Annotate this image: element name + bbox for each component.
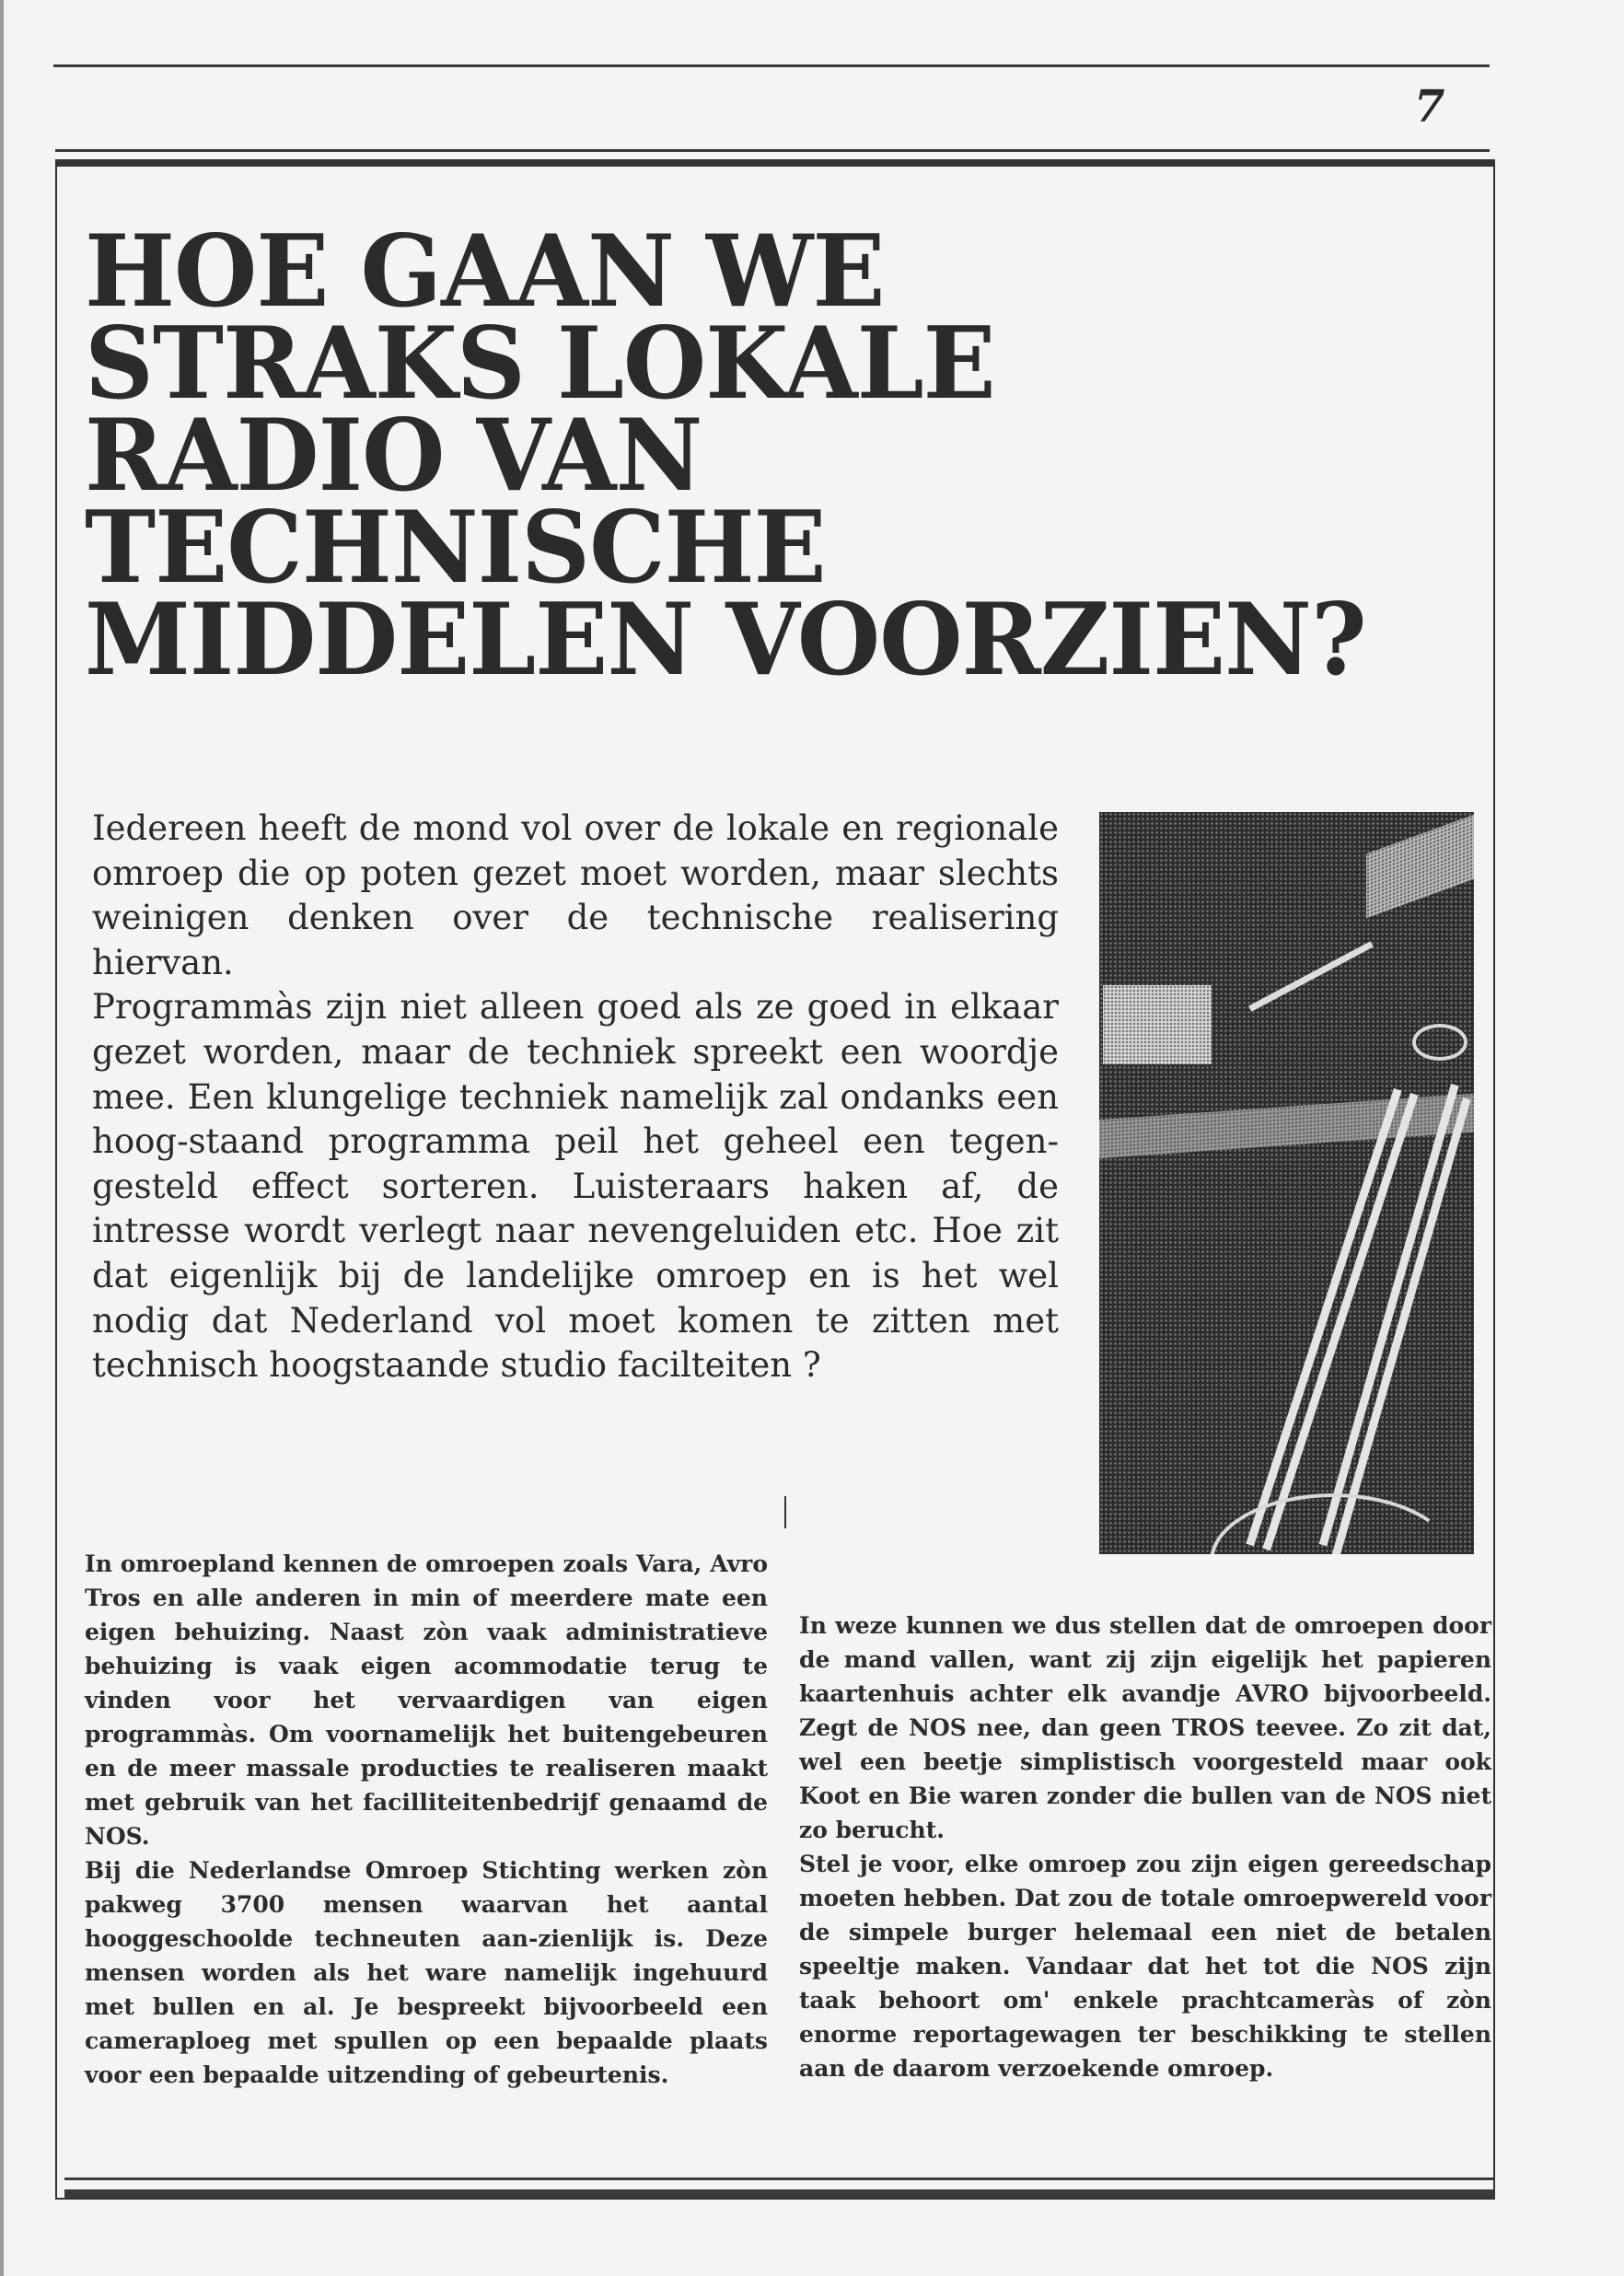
monitor-screen xyxy=(1103,985,1212,1064)
intro-paragraph: Programmàs zijn niet alleen goed als ze goed in elkaar gezet worden, maar de techniek spreekt een woordje mee. Een klungelige techniek namelijk zal ondanks een hoog-staand programma peil het geheel een tegen-gesteld effect sorteren. Luisteraars haken af, de intresse wordt verlegt naar nevengeluiden etc. Hoe zit dat eigenlijk bij de landelijke omroep en is het wel nodig dat Nederland vol moet komen te zitten met technisch hoogstaande studio facilteiten ? xyxy=(92,987,1059,1386)
headline-line: RADIO VAN xyxy=(85,398,702,514)
header-rule-bottom xyxy=(55,149,1490,152)
body-paragraph: In omroepland kennen de omroepen zoals Vara, Avro Tros en alle anderen in min of meerdere mate een eigen behuizing. Naast zòn vaak administratieve behuizing is vaak eigen acommodatie terug te vinden voor het vervaardigen van eigen programmàs. Om voornamelijk het buitengebeuren en de meer massale producties te realiseren maakt met gebruik van het facilliteitenbedrijf genaamd de NOS. xyxy=(85,1550,768,1850)
tripod-leg xyxy=(1246,1088,1401,1546)
headline-line: MIDDELEN VOORZIEN? xyxy=(85,582,1366,698)
photo-highlight xyxy=(1366,812,1474,918)
studio-camera-photo xyxy=(1099,812,1474,1554)
body-column-right xyxy=(799,1608,1491,2085)
body-paragraph: In weze kunnen we dus stellen dat de omroepen door de mand vallen, want zij zijn eigelijk het papieren kaartenhuis achter elk avandje AVRO bijvoorbeeld. Zegt de NOS nee, dan geen TROS teevee. Zo zit dat, wel een beetje simplistisch voorgesteld maar ook Koot en Bie waren zonder die bullen van de NOS niet zo berucht. xyxy=(799,1612,1491,1843)
article-headline xyxy=(85,214,1445,698)
body-column-left xyxy=(85,1547,768,2092)
tripod-leg xyxy=(1331,1097,1471,1554)
desk-surface xyxy=(1099,1094,1474,1158)
cable-arc xyxy=(1210,1493,1456,1554)
footer-rule-thick xyxy=(64,2189,1493,2198)
column-divider xyxy=(784,1496,786,1528)
page-binding-edge xyxy=(0,0,4,2276)
body-paragraph: Bij die Nederlandse Omroep Stichting werken zòn pakweg 3700 mensen waarvan het aantal hooggeschoolde techneuten aan-zienlijk is. Deze mensen worden als het ware namelijk ingehuurd met bullen en al. Je bespreekt bijvoorbeeld een cameraploeg met spullen op een bepaalde plaats voor een bepaalde uitzending of gebeurtenis. xyxy=(85,1857,768,2088)
camera-pan-arm xyxy=(1248,941,1374,1012)
intro-paragraph: Iedereen heeft de mond vol over de lokale en regionale omroep die op poten gezet moet worden, maar slechts weinigen denken over de technische realisering hiervan. xyxy=(92,808,1059,982)
headline-line: TECHNISCHE xyxy=(85,490,826,606)
page-number: 7 xyxy=(1414,81,1445,133)
header-rule-top xyxy=(53,64,1490,67)
footer-rule-thin xyxy=(64,2177,1493,2180)
headline-line: HOE GAAN WE xyxy=(85,214,885,330)
article-intro xyxy=(92,807,1059,1388)
camera-lens xyxy=(1412,1024,1467,1061)
headline-line: STRAKS LOKALE xyxy=(85,306,995,422)
body-paragraph: Stel je voor, elke omroep zou zijn eigen gereedschap moeten hebben. Dat zou de totale omroepwereld voor de simpele burger helemaal een niet de betalen speeltje maken. Vandaar dat het tot die NOS zijn taak behoort om' enkele prachtcameràs of zòn enorme reportagewagen ter beschikking te stellen aan de daarom verzoekende omroep. xyxy=(799,1851,1491,2082)
